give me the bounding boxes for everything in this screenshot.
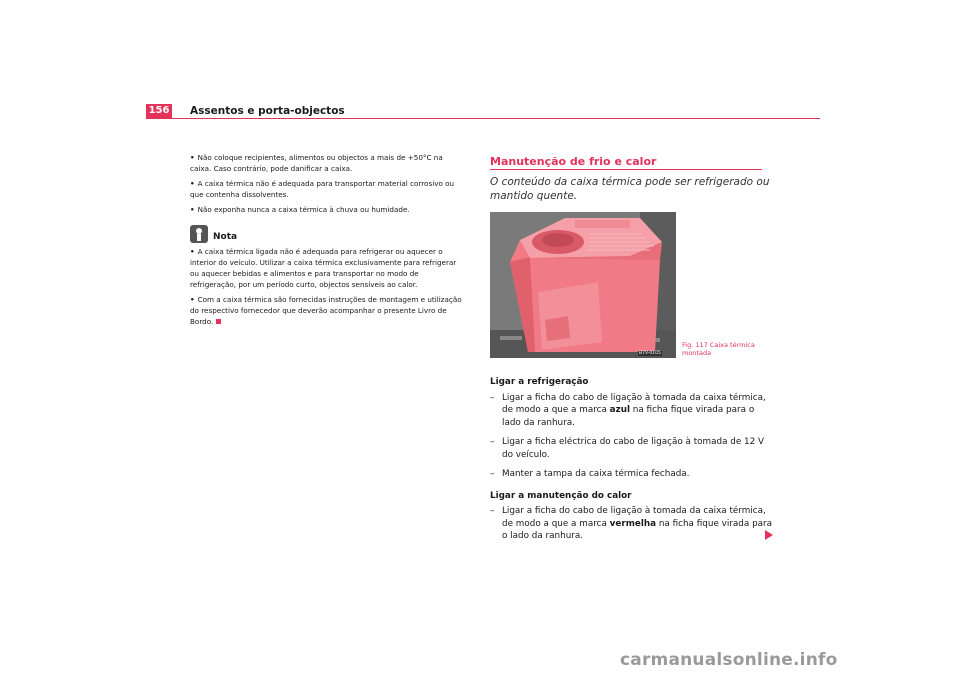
note-bullet: • Com a caixa térmica são fornecidas instruções de montagem e utilização do respectivo fornecedor que deverão acompanhar o presente Livro de Bordo. bbox=[190, 295, 462, 326]
left-column bbox=[190, 152, 466, 331]
figure-caption: Fig. 117 Caixa térmica montada bbox=[682, 341, 755, 357]
cooling-heading: Ligar a refrigeração bbox=[490, 377, 589, 387]
cooling-step: – Manter a tampa da caixa térmica fechada. bbox=[490, 469, 690, 479]
bullet-item: • A caixa térmica não é adequada para transportar material corrosivo ou que contenha dissolventes. bbox=[190, 179, 455, 199]
bullet-item: • Não exponha nunca a caixa térmica à chuva ou humidade. bbox=[190, 205, 410, 214]
section-rule bbox=[490, 169, 762, 170]
header-rule bbox=[146, 118, 820, 119]
next-page-arrow-icon[interactable] bbox=[765, 530, 773, 540]
page-number: 156 bbox=[146, 104, 172, 118]
heating-step: – Ligar a ficha do cabo de ligação à tomada da caixa térmica, de modo a que a marca vermelha na ficha fique virada para o lado da ranhura. bbox=[490, 506, 773, 541]
section-subtitle: O conteúdo da caixa térmica pode ser refrigerado ou mantido quente. bbox=[490, 176, 770, 202]
cool-box-figure bbox=[490, 212, 676, 358]
end-mark-icon bbox=[216, 319, 221, 324]
cool-box-illustration bbox=[490, 212, 676, 358]
note-header bbox=[190, 225, 466, 243]
note-title: Nota bbox=[213, 232, 238, 242]
info-icon bbox=[190, 225, 208, 243]
figure-code: B7V-0105 bbox=[639, 351, 661, 356]
heating-heading: Ligar a manutenção do calor bbox=[490, 490, 632, 501]
cooling-step: – Ligar a ficha do cabo de ligação à tomada da caixa térmica, de modo a que a marca azul na ficha fique virada para o lado da ranhura. bbox=[490, 392, 766, 428]
bullet-item: • Não coloque recipientes, alimentos ou objectos a mais de +50°C na caixa. Caso contrário, pode danificar a caixa. bbox=[190, 153, 443, 173]
note-bullet: • A caixa térmica ligada não é adequada para refrigerar ou aquecer o interior do veículo. Utilizar a caixa térmica exclusivamente para refrigerar ou aquecer bebidas e alimentos e para transportar no modo de refrigeração, por um período curto, objectos sensíveis ao calor. bbox=[190, 247, 457, 289]
section-title: Manutenção de frio e calor bbox=[490, 155, 657, 168]
instructions bbox=[490, 376, 775, 550]
watermark: carmanualsonline.info bbox=[620, 650, 838, 670]
header-title: Assentos e porta-objectos bbox=[190, 105, 345, 117]
cooling-step: – Ligar a ficha eléctrica do cabo de ligação à tomada de 12 V do veículo. bbox=[490, 437, 765, 460]
